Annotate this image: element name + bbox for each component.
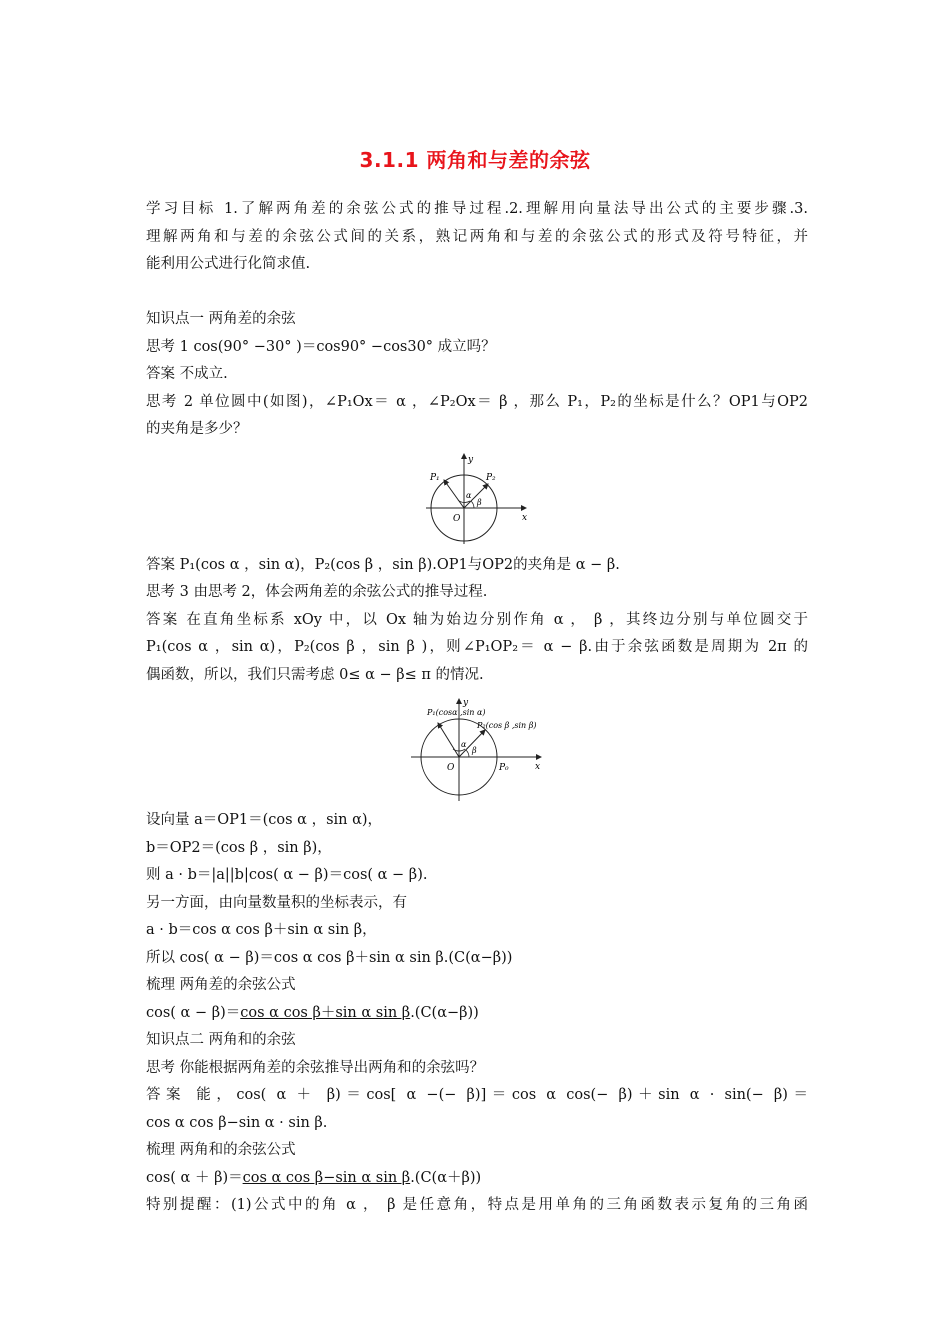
sum-formula	[146, 1165, 808, 1193]
origin-label: O	[447, 763, 455, 773]
ray-op1	[444, 480, 464, 508]
special-note: 特别提醒：(1)公式中的角 α ， β 是任意角，特点是用单角的三角函数表示复角的三角函	[146, 1197, 808, 1213]
formula-rhs: cos α cos β＋sin α sin β	[240, 1004, 411, 1021]
ray-op1	[438, 723, 459, 757]
answer-2: 答案 P₁(cos α ，sin α)，P₂(cos β ，sin β).OP1与OP2的夹角是 α − β.	[146, 556, 620, 573]
p2-label: P₂(cos β ,sin β)	[477, 721, 537, 730]
vector-line: 所以 cos( α − β)＝cos α cos β＋sin α sin β.(C(α−β))	[146, 949, 513, 966]
think-2: 思考 2 单位圆中(如图)，∠P₁Ox＝ α ，∠P₂Ox＝ β ，那么 P₁，P₂的坐标是什么？OP1与OP2	[146, 393, 808, 410]
formula-rhs: cos α cos β−sin α sin β	[242, 1169, 411, 1186]
beta-arc	[471, 501, 474, 508]
unit-circle-figure-1	[146, 450, 808, 548]
y-label: y	[468, 454, 474, 465]
summary-heading-k1: 梳理 两角差的余弦公式	[146, 977, 296, 993]
objective-line: 学习目标 1.了解两角差的余弦公式的推导过程.2.理解用向量法导出公式的主要步骤.3.	[146, 201, 808, 217]
answer-k2: 答案 能，cos( α ＋ β)＝cos[ α −(− β)]＝cos α cos(− β)＋sin α · sin(− β)＝	[146, 1087, 808, 1103]
page-title: 3.1.1 两角和与差的余弦	[359, 148, 591, 172]
answer-k2-cont: cos α cos β−sin α · sin β.	[146, 1114, 328, 1131]
p2-label: P₂	[486, 472, 496, 483]
objective-line: 理解两角和与差的余弦公式间的关系，熟记两角和与差的余弦公式的形式及符号特征，并	[146, 228, 808, 245]
unit-circle-diagram	[422, 450, 532, 548]
unit-circle-diagram-2	[407, 695, 547, 805]
vector-line: 设向量 a＝OP1＝(cos α ，sin α)，	[146, 812, 383, 828]
formula-tag: .(C(α−β))	[410, 1004, 479, 1021]
unit-circle-figure-2	[146, 695, 808, 805]
beta-label: β	[472, 746, 477, 755]
answer-3: 答案 在直角坐标系 xOy 中，以 Ox 轴为始边分别作角 α ， β ，其终边分别与单位圆交于	[146, 611, 808, 628]
summary-heading-k2: 梳理 两角和的余弦公式	[146, 1142, 296, 1158]
vector-line: 则 a · b＝|a||b|cos( α − β)＝cos( α − β).	[146, 867, 428, 883]
section-heading-k1: 知识点一 两角差的余弦	[146, 311, 296, 327]
beta-arc	[466, 750, 469, 757]
origin-label: O	[453, 513, 461, 524]
p1-label: P₁	[430, 472, 440, 483]
alpha-label: α	[466, 490, 472, 500]
section-heading-k2: 知识点二 两角和的余弦	[146, 1032, 296, 1048]
answer-3-cont: P₁(cos α ，sin α)，P₂(cos β ，sin β )，则∠P₁OP₂＝ α − β.由于余弦函数是周期为 2π 的	[146, 639, 808, 655]
x-label: x	[522, 512, 528, 523]
y-label: y	[463, 698, 469, 708]
vector-line: 另一方面，由向量数量积的坐标表示，有	[146, 894, 407, 911]
alpha-label: α	[461, 740, 467, 749]
answer-3-cont: 偶函数，所以，我们只需考虑 0≤ α − β≤ π 的情况.	[146, 666, 484, 683]
x-label: x	[535, 762, 541, 772]
vector-line: a · b＝cos α cos β＋sin α sin β，	[146, 922, 377, 938]
think-k2: 思考 你能根据两角差的余弦推导出两角和的余弦吗？	[146, 1059, 485, 1076]
beta-label: β	[477, 497, 482, 507]
p1-label: P₁(cosα ,sin α)	[427, 708, 486, 717]
think-1: 思考 1 cos(90° −30° )＝cos90° −cos30° 成立吗？	[146, 338, 496, 355]
difference-formula	[146, 1000, 808, 1028]
think-2-cont: 的夹角是多少？	[146, 421, 248, 437]
content-body	[146, 196, 808, 1220]
vector-line: b＝OP2＝(cos β ，sin β)，	[146, 839, 332, 856]
think-3: 思考 3 由思考 2，体会两角差的余弦公式的推导过程.	[146, 584, 488, 600]
formula-lhs: cos( α − β)＝	[146, 1004, 241, 1021]
objective-line: 能利用公式进行化简求值.	[146, 256, 311, 272]
formula-lhs: cos( α ＋ β)＝	[146, 1169, 243, 1186]
formula-tag: .(C(α＋β))	[410, 1169, 482, 1186]
answer-1: 答案 不成立.	[146, 366, 228, 382]
p0-label: P₀	[499, 763, 509, 773]
